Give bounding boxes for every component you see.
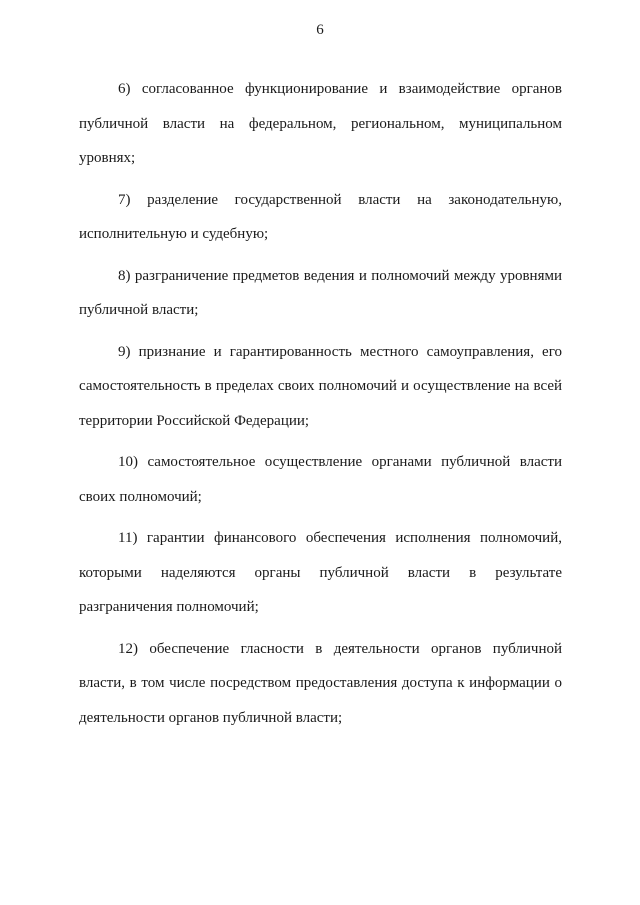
list-item: 7) разделение государственной власти на законодательную, исполнительную и судебную; [79,191,562,242]
page-number: 6 [316,22,324,38]
list-item: 11) гарантии финансового обеспечения исполнения полномочий, которыми наделяются органы публичной власти в результате разграничения полномочий; [79,530,562,615]
list-item: 8) разграничение предметов ведения и полномочий между уровнями публичной власти; [79,267,562,318]
list-item: 12) обеспечение гласности в деятельности органов публичной власти, в том числе посредством предоставления доступа к информации о деятельности органов публичной власти; [79,640,562,726]
document-body [79,72,562,742]
list-item: 6) согласованное функционирование и взаимодействие органов публичной власти на федеральном, региональном, муниципальном уровнях; [79,81,562,166]
list-item: 10) самостоятельное осуществление органами публичной власти своих полномочий; [79,454,562,505]
list-item: 9) признание и гарантированность местного самоуправления, его самостоятельность в пределах своих полномочий и осуществление на всей территории Российской Федерации; [79,343,562,429]
